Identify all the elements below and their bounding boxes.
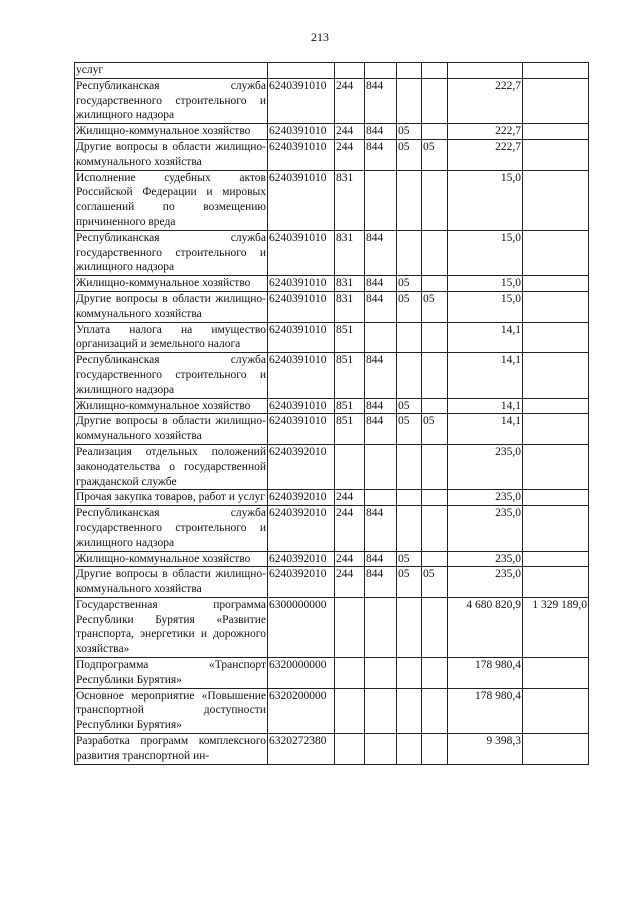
cell-expense-type: 851 bbox=[335, 398, 365, 414]
cell-amount: 235,0 bbox=[448, 567, 523, 598]
cell-name: Уплата налога на имущество организаций и земельного налога bbox=[75, 322, 268, 353]
cell-section bbox=[397, 444, 422, 489]
cell-name: Жилищно-коммунальное хозяйство bbox=[75, 398, 268, 414]
cell-name: Основное мероприятие «Повышение транспортной доступности Республики Бурятия» bbox=[75, 688, 268, 733]
cell-budget-admin bbox=[365, 734, 397, 765]
cell-amount: 178 980,4 bbox=[448, 688, 523, 733]
cell-subsection: 05 bbox=[422, 567, 448, 598]
cell-amount: 14,1 bbox=[448, 398, 523, 414]
cell-name: Республиканская служба государственного строительного и жилищного надзора bbox=[75, 506, 268, 551]
cell-section bbox=[397, 506, 422, 551]
cell-budget-admin bbox=[365, 490, 397, 506]
cell-amount: 15,0 bbox=[448, 291, 523, 322]
cell-amount-federal bbox=[523, 124, 589, 140]
cell-expense-type: 244 bbox=[335, 124, 365, 140]
cell-subsection bbox=[422, 444, 448, 489]
cell-amount: 15,0 bbox=[448, 230, 523, 275]
cell-subsection bbox=[422, 353, 448, 398]
cell-amount: 235,0 bbox=[448, 444, 523, 489]
cell-budget-admin: 844 bbox=[365, 124, 397, 140]
cell-subsection bbox=[422, 78, 448, 123]
cell-amount-federal bbox=[523, 63, 589, 79]
cell-subsection bbox=[422, 63, 448, 79]
cell-name: Другие вопросы в области жилищно-коммунального хозяйства bbox=[75, 139, 268, 170]
cell-target-article: 6240392010 bbox=[268, 551, 335, 567]
cell-amount-federal bbox=[523, 506, 589, 551]
table-row bbox=[75, 597, 589, 657]
cell-budget-admin bbox=[365, 170, 397, 230]
cell-expense-type: 851 bbox=[335, 353, 365, 398]
cell-amount-federal bbox=[523, 658, 589, 689]
cell-amount: 9 398,3 bbox=[448, 734, 523, 765]
cell-name: Республиканская служба государственного строительного и жилищного надзора bbox=[75, 78, 268, 123]
cell-expense-type: 244 bbox=[335, 567, 365, 598]
cell-expense-type bbox=[335, 734, 365, 765]
cell-expense-type bbox=[335, 444, 365, 489]
cell-subsection bbox=[422, 734, 448, 765]
table-row bbox=[75, 63, 589, 79]
cell-target-article: 6240391010 bbox=[268, 139, 335, 170]
table-row bbox=[75, 734, 589, 765]
cell-target-article: 6240391010 bbox=[268, 291, 335, 322]
cell-amount: 14,1 bbox=[448, 414, 523, 445]
cell-section bbox=[397, 78, 422, 123]
cell-expense-type: 244 bbox=[335, 139, 365, 170]
cell-amount: 15,0 bbox=[448, 276, 523, 292]
table-row bbox=[75, 353, 589, 398]
cell-expense-type: 831 bbox=[335, 170, 365, 230]
table-row bbox=[75, 78, 589, 123]
cell-subsection: 05 bbox=[422, 139, 448, 170]
table-row bbox=[75, 567, 589, 598]
table-row bbox=[75, 551, 589, 567]
cell-target-article: 6240391010 bbox=[268, 124, 335, 140]
table-row bbox=[75, 444, 589, 489]
cell-budget-admin: 844 bbox=[365, 353, 397, 398]
cell-amount-federal bbox=[523, 322, 589, 353]
cell-name: Другие вопросы в области жилищно-коммунального хозяйства bbox=[75, 291, 268, 322]
cell-name: Жилищно-коммунальное хозяйство bbox=[75, 551, 268, 567]
cell-budget-admin bbox=[365, 658, 397, 689]
table-row bbox=[75, 322, 589, 353]
cell-name: Подпрограмма «Транспорт Республики Бурятия» bbox=[75, 658, 268, 689]
cell-amount: 222,7 bbox=[448, 78, 523, 123]
cell-target-article: 6240391010 bbox=[268, 170, 335, 230]
cell-expense-type: 244 bbox=[335, 506, 365, 551]
cell-section: 05 bbox=[397, 124, 422, 140]
cell-budget-admin bbox=[365, 63, 397, 79]
budget-table bbox=[74, 62, 589, 765]
cell-target-article: 6320000000 bbox=[268, 658, 335, 689]
table-row bbox=[75, 490, 589, 506]
table-row bbox=[75, 506, 589, 551]
cell-section bbox=[397, 230, 422, 275]
table-row bbox=[75, 658, 589, 689]
cell-name: Разработка программ комплексного развития транспортной ин- bbox=[75, 734, 268, 765]
cell-subsection bbox=[422, 597, 448, 657]
cell-section bbox=[397, 353, 422, 398]
cell-target-article: 6240391010 bbox=[268, 78, 335, 123]
cell-budget-admin: 844 bbox=[365, 291, 397, 322]
cell-budget-admin: 844 bbox=[365, 567, 397, 598]
cell-target-article: 6240391010 bbox=[268, 230, 335, 275]
cell-amount-federal bbox=[523, 734, 589, 765]
cell-expense-type: 851 bbox=[335, 322, 365, 353]
cell-amount-federal bbox=[523, 688, 589, 733]
cell-amount-federal bbox=[523, 551, 589, 567]
table-body bbox=[75, 63, 589, 765]
cell-target-article: 6240391010 bbox=[268, 414, 335, 445]
cell-name: Прочая закупка товаров, работ и услуг bbox=[75, 490, 268, 506]
cell-section bbox=[397, 597, 422, 657]
cell-target-article: 6300000000 bbox=[268, 597, 335, 657]
cell-subsection bbox=[422, 170, 448, 230]
cell-budget-admin: 844 bbox=[365, 78, 397, 123]
cell-amount-federal bbox=[523, 414, 589, 445]
cell-name: Жилищно-коммунальное хозяйство bbox=[75, 124, 268, 140]
cell-target-article: 6240391010 bbox=[268, 276, 335, 292]
cell-expense-type: 831 bbox=[335, 230, 365, 275]
cell-section: 05 bbox=[397, 139, 422, 170]
table-row bbox=[75, 139, 589, 170]
cell-section: 05 bbox=[397, 276, 422, 292]
cell-subsection bbox=[422, 490, 448, 506]
cell-name: Другие вопросы в области жилищно-коммунального хозяйства bbox=[75, 414, 268, 445]
cell-target-article: 6240392010 bbox=[268, 567, 335, 598]
cell-expense-type bbox=[335, 63, 365, 79]
cell-name: Реализация отдельных положений законодательства о государственной гражданской службе bbox=[75, 444, 268, 489]
cell-amount-federal bbox=[523, 291, 589, 322]
cell-target-article: 6320272380 bbox=[268, 734, 335, 765]
cell-budget-admin bbox=[365, 688, 397, 733]
cell-amount-federal bbox=[523, 444, 589, 489]
cell-amount-federal bbox=[523, 139, 589, 170]
cell-section bbox=[397, 658, 422, 689]
table-row bbox=[75, 398, 589, 414]
cell-expense-type: 244 bbox=[335, 490, 365, 506]
cell-amount: 235,0 bbox=[448, 506, 523, 551]
cell-expense-type bbox=[335, 688, 365, 733]
cell-target-article: 6240392010 bbox=[268, 490, 335, 506]
cell-subsection bbox=[422, 551, 448, 567]
cell-name: Республиканская служба государственного строительного и жилищного надзора bbox=[75, 353, 268, 398]
cell-section: 05 bbox=[397, 551, 422, 567]
cell-amount: 235,0 bbox=[448, 551, 523, 567]
cell-section: 05 bbox=[397, 414, 422, 445]
table-row bbox=[75, 688, 589, 733]
cell-name: Государственная программа Республики Бурятия «Развитие транспорта, энергетики и дорожного хозяйства» bbox=[75, 597, 268, 657]
cell-amount: 222,7 bbox=[448, 139, 523, 170]
cell-target-article: 6240392010 bbox=[268, 506, 335, 551]
table-row bbox=[75, 230, 589, 275]
cell-section: 05 bbox=[397, 567, 422, 598]
cell-subsection bbox=[422, 658, 448, 689]
cell-expense-type bbox=[335, 658, 365, 689]
cell-amount: 15,0 bbox=[448, 170, 523, 230]
cell-target-article bbox=[268, 63, 335, 79]
cell-expense-type: 244 bbox=[335, 551, 365, 567]
cell-section bbox=[397, 688, 422, 733]
cell-section bbox=[397, 490, 422, 506]
cell-target-article: 6240391010 bbox=[268, 398, 335, 414]
cell-subsection bbox=[422, 506, 448, 551]
cell-budget-admin bbox=[365, 444, 397, 489]
cell-amount-federal bbox=[523, 78, 589, 123]
cell-subsection bbox=[422, 276, 448, 292]
cell-amount-federal bbox=[523, 170, 589, 230]
cell-amount-federal: 1 329 189,0 bbox=[523, 597, 589, 657]
cell-section bbox=[397, 734, 422, 765]
cell-expense-type: 851 bbox=[335, 414, 365, 445]
cell-name: услуг bbox=[75, 63, 268, 79]
table-row bbox=[75, 124, 589, 140]
cell-amount: 178 980,4 bbox=[448, 658, 523, 689]
cell-target-article: 6320200000 bbox=[268, 688, 335, 733]
cell-expense-type bbox=[335, 597, 365, 657]
cell-amount-federal bbox=[523, 276, 589, 292]
cell-expense-type: 244 bbox=[335, 78, 365, 123]
cell-budget-admin: 844 bbox=[365, 276, 397, 292]
cell-amount: 235,0 bbox=[448, 490, 523, 506]
cell-budget-admin bbox=[365, 322, 397, 353]
cell-section bbox=[397, 322, 422, 353]
cell-amount bbox=[448, 63, 523, 79]
cell-subsection: 05 bbox=[422, 291, 448, 322]
cell-budget-admin: 844 bbox=[365, 230, 397, 275]
cell-budget-admin: 844 bbox=[365, 551, 397, 567]
cell-target-article: 6240391010 bbox=[268, 322, 335, 353]
cell-target-article: 6240392010 bbox=[268, 444, 335, 489]
cell-name: Другие вопросы в области жилищно-коммунального хозяйства bbox=[75, 567, 268, 598]
page-number: 213 bbox=[311, 30, 329, 44]
cell-subsection bbox=[422, 124, 448, 140]
cell-amount: 4 680 820,9 bbox=[448, 597, 523, 657]
cell-subsection bbox=[422, 322, 448, 353]
cell-name: Исполнение судебных актов Российской Федерации и мировых соглашений по возмещению причиненного вреда bbox=[75, 170, 268, 230]
cell-expense-type: 831 bbox=[335, 291, 365, 322]
cell-subsection: 05 bbox=[422, 414, 448, 445]
cell-budget-admin: 844 bbox=[365, 139, 397, 170]
cell-target-article: 6240391010 bbox=[268, 353, 335, 398]
cell-amount-federal bbox=[523, 567, 589, 598]
cell-name: Республиканская служба государственного строительного и жилищного надзора bbox=[75, 230, 268, 275]
cell-amount-federal bbox=[523, 230, 589, 275]
cell-subsection bbox=[422, 688, 448, 733]
cell-expense-type: 831 bbox=[335, 276, 365, 292]
cell-amount-federal bbox=[523, 490, 589, 506]
cell-amount: 14,1 bbox=[448, 353, 523, 398]
cell-amount-federal bbox=[523, 398, 589, 414]
cell-budget-admin: 844 bbox=[365, 506, 397, 551]
cell-amount: 14,1 bbox=[448, 322, 523, 353]
cell-budget-admin: 844 bbox=[365, 414, 397, 445]
cell-section bbox=[397, 63, 422, 79]
cell-subsection bbox=[422, 230, 448, 275]
cell-budget-admin bbox=[365, 597, 397, 657]
table-row bbox=[75, 276, 589, 292]
cell-section: 05 bbox=[397, 291, 422, 322]
cell-amount-federal bbox=[523, 353, 589, 398]
cell-section bbox=[397, 170, 422, 230]
table-row bbox=[75, 291, 589, 322]
cell-amount: 222,7 bbox=[448, 124, 523, 140]
cell-section: 05 bbox=[397, 398, 422, 414]
cell-name: Жилищно-коммунальное хозяйство bbox=[75, 276, 268, 292]
cell-budget-admin: 844 bbox=[365, 398, 397, 414]
table-row bbox=[75, 170, 589, 230]
table-row bbox=[75, 414, 589, 445]
cell-subsection bbox=[422, 398, 448, 414]
